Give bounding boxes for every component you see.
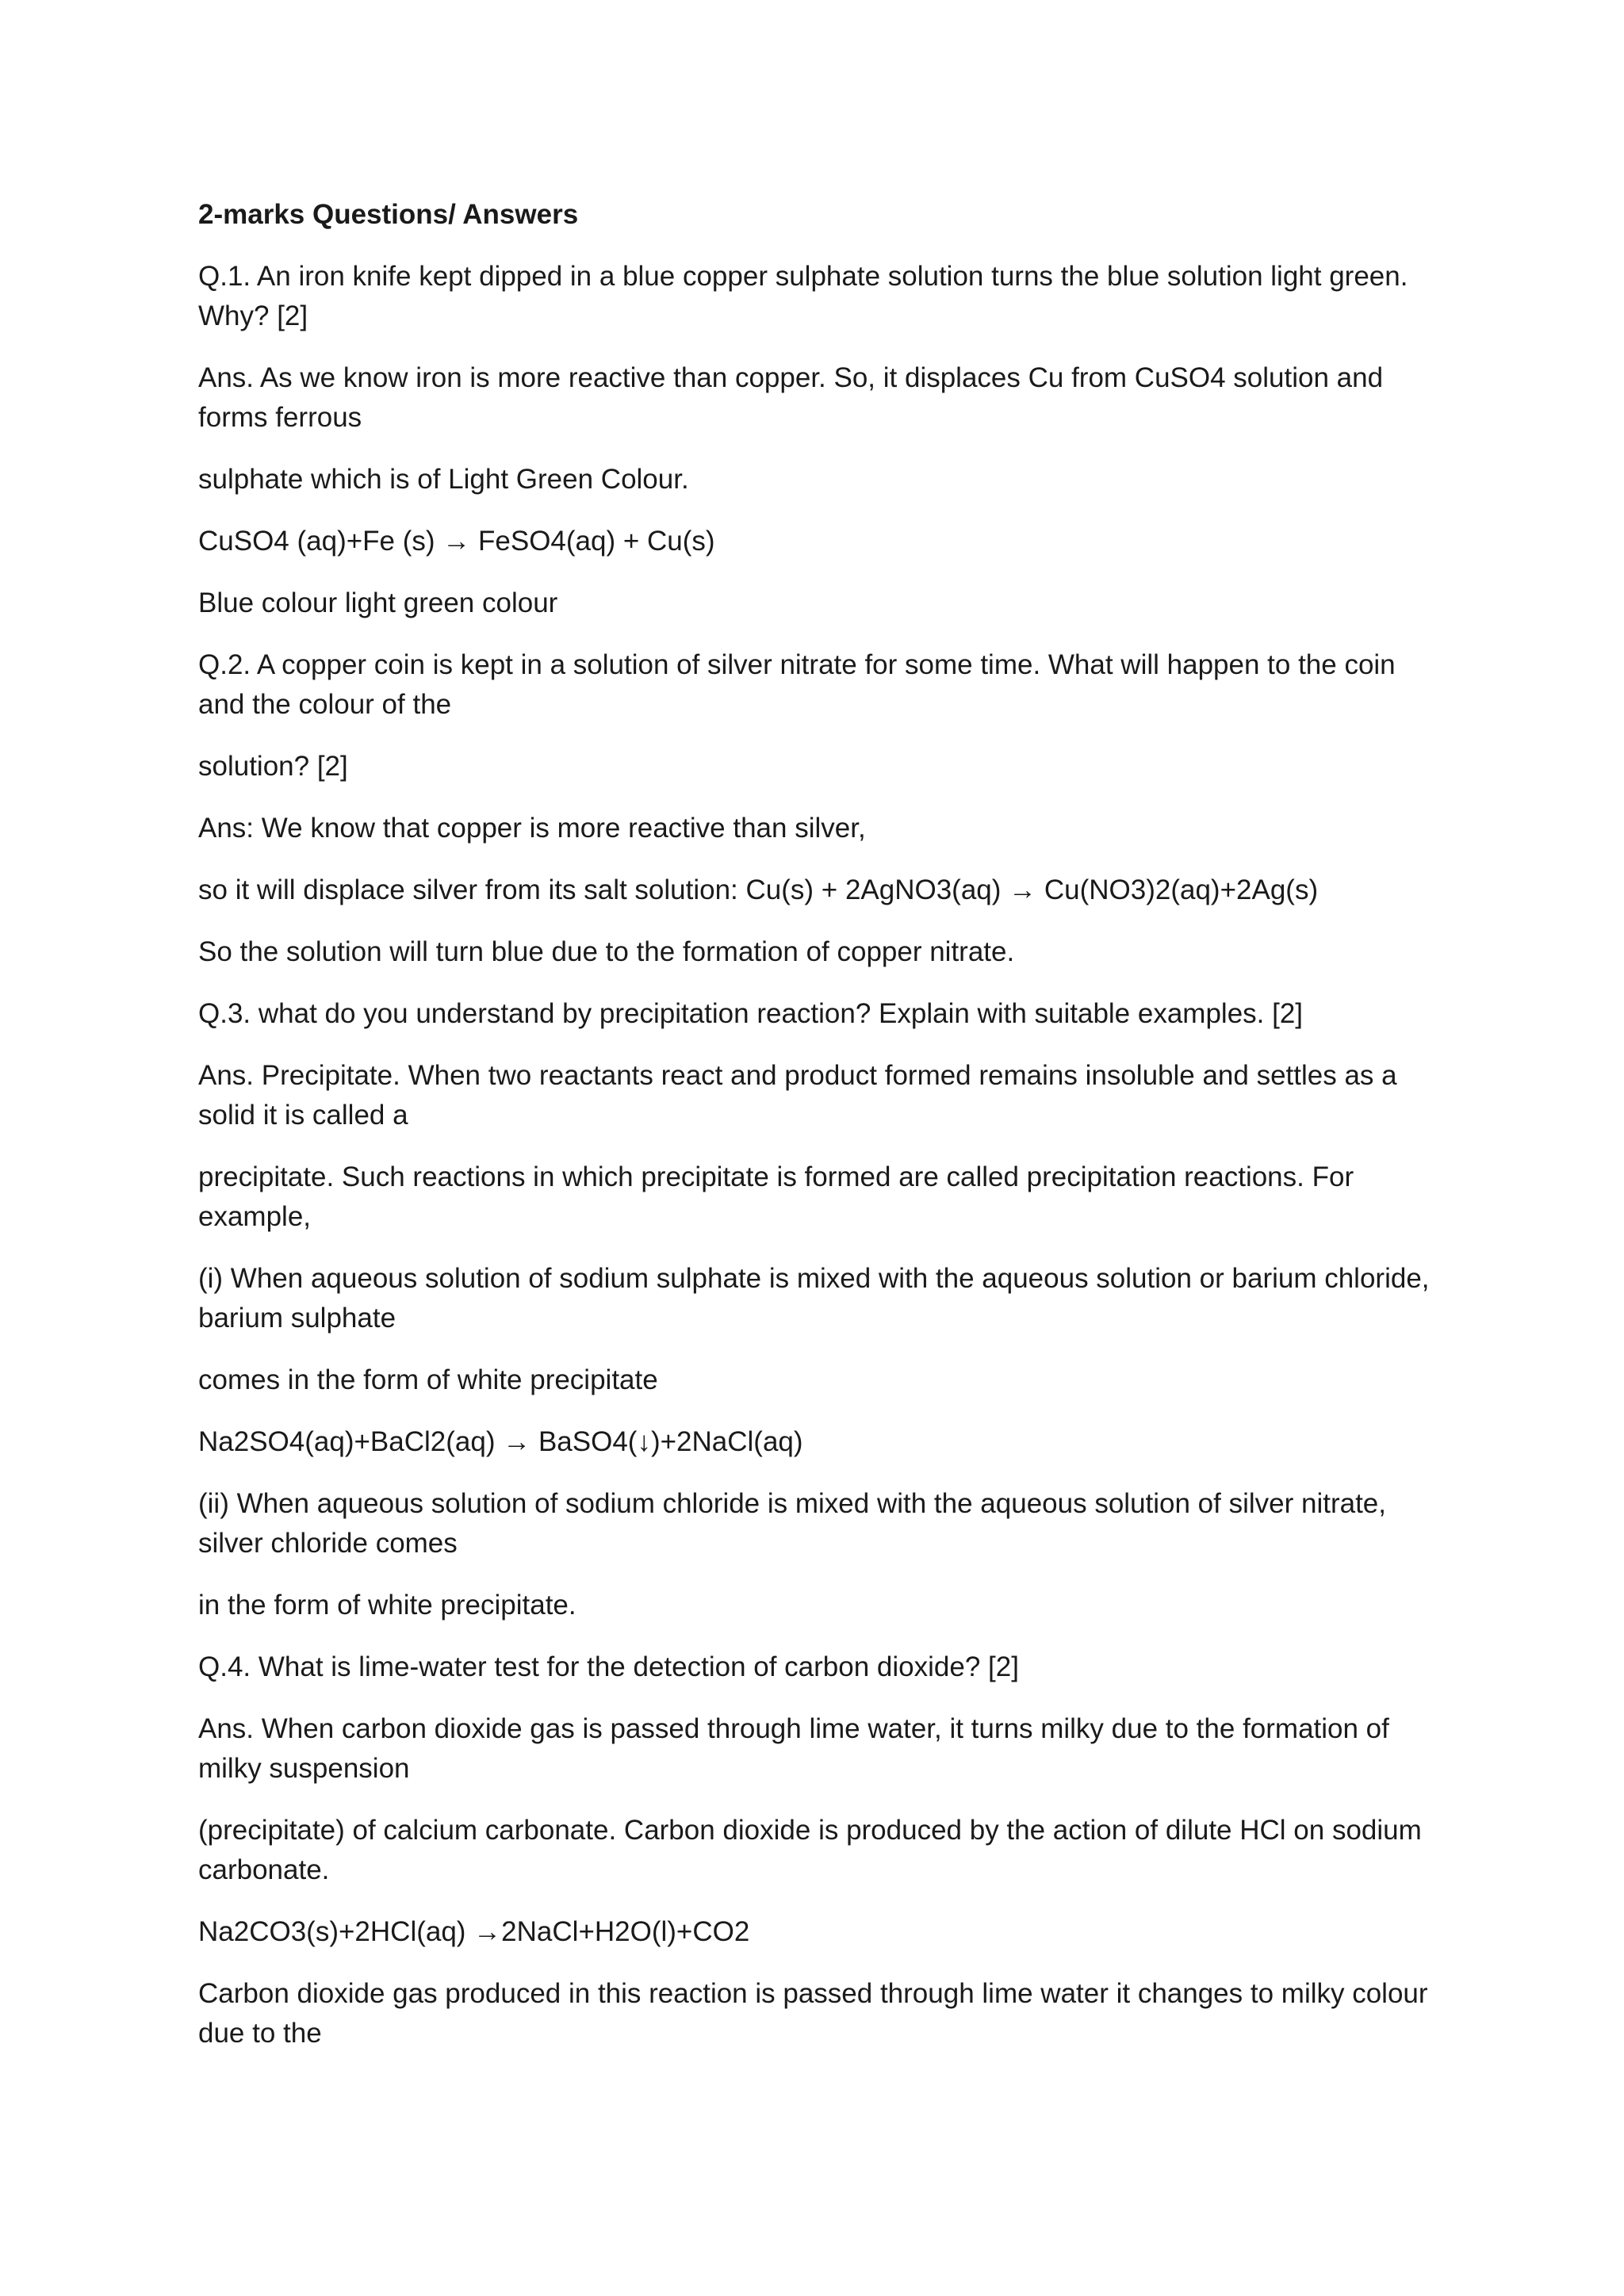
answer-3-example-1-cont: comes in the form of white precipitate — [198, 1364, 658, 1395]
answer-1-line-2: sulphate which is of Light Green Colour. — [198, 464, 689, 495]
question-3: Q.3. what do you understand by precipitation reaction? Explain with suitable examples. [2] — [198, 998, 1304, 1029]
answer-2-line-2: so it will displace silver from its salt solution: Cu(s) + 2AgNO3(aq) → Cu(NO3)2(aq)+2Ag(s) — [198, 874, 1319, 905]
answer-2-line-3: So the solution will turn blue due to the formation of copper nitrate. — [198, 936, 1015, 967]
answer-4-line-1: Ans. When carbon dioxide gas is passed through lime water, it turns milky due to the formation of milky suspension — [198, 1713, 1389, 1784]
answer-2-line-1: Ans: We know that copper is more reactive than silver, — [198, 813, 866, 844]
answer-3-example-1: (i) When aqueous solution of sodium sulphate is mixed with the aqueous solution or barium chloride, barium sulphate — [198, 1263, 1430, 1334]
equation-1-colours: Blue colour light green colour — [198, 587, 558, 618]
question-4: Q.4. What is lime-water test for the detection of carbon dioxide? [2] — [198, 1651, 1019, 1682]
answer-3-line-2: precipitate. Such reactions in which precipitate is formed are called precipitation reactions. For example, — [198, 1161, 1354, 1232]
answer-3-example-2-cont: in the form of white precipitate. — [198, 1590, 576, 1621]
equation-3: Na2CO3(s)+2HCl(aq) →2NaCl+H2O(l)+CO2 — [198, 1916, 750, 1947]
question-1: Q.1. An iron knife kept dipped in a blue copper sulphate solution turns the blue solution light green. Why? [2] — [198, 261, 1408, 331]
answer-3-line-1: Ans. Precipitate. When two reactants react and product formed remains insoluble and settles as a solid it is called a — [198, 1060, 1397, 1131]
answer-4-line-2: (precipitate) of calcium carbonate. Carbon dioxide is produced by the action of dilute HCl on sodium carbonate. — [198, 1815, 1422, 1885]
equation-1: CuSO4 (aq)+Fe (s) → FeSO4(aq) + Cu(s) — [198, 526, 715, 557]
section-heading: 2-marks Questions/ Answers — [198, 199, 579, 230]
answer-1-line-1: Ans. As we know iron is more reactive than copper. So, it displaces Cu from CuSO4 solution and forms ferrous — [198, 362, 1384, 433]
document-page — [198, 195, 1435, 2076]
question-2: Q.2. A copper coin is kept in a solution of silver nitrate for some time. What will happen to the coin and the colour of the — [198, 649, 1396, 720]
answer-4-line-3: Carbon dioxide gas produced in this reaction is passed through lime water it changes to milky colour due to the — [198, 1978, 1428, 2049]
answer-3-example-2: (ii) When aqueous solution of sodium chloride is mixed with the aqueous solution of silver nitrate, silver chloride comes — [198, 1488, 1386, 1559]
equation-2: Na2SO4(aq)+BaCl2(aq) → BaSO4(↓)+2NaCl(aq) — [198, 1426, 803, 1457]
question-2-cont: solution? [2] — [198, 751, 348, 782]
